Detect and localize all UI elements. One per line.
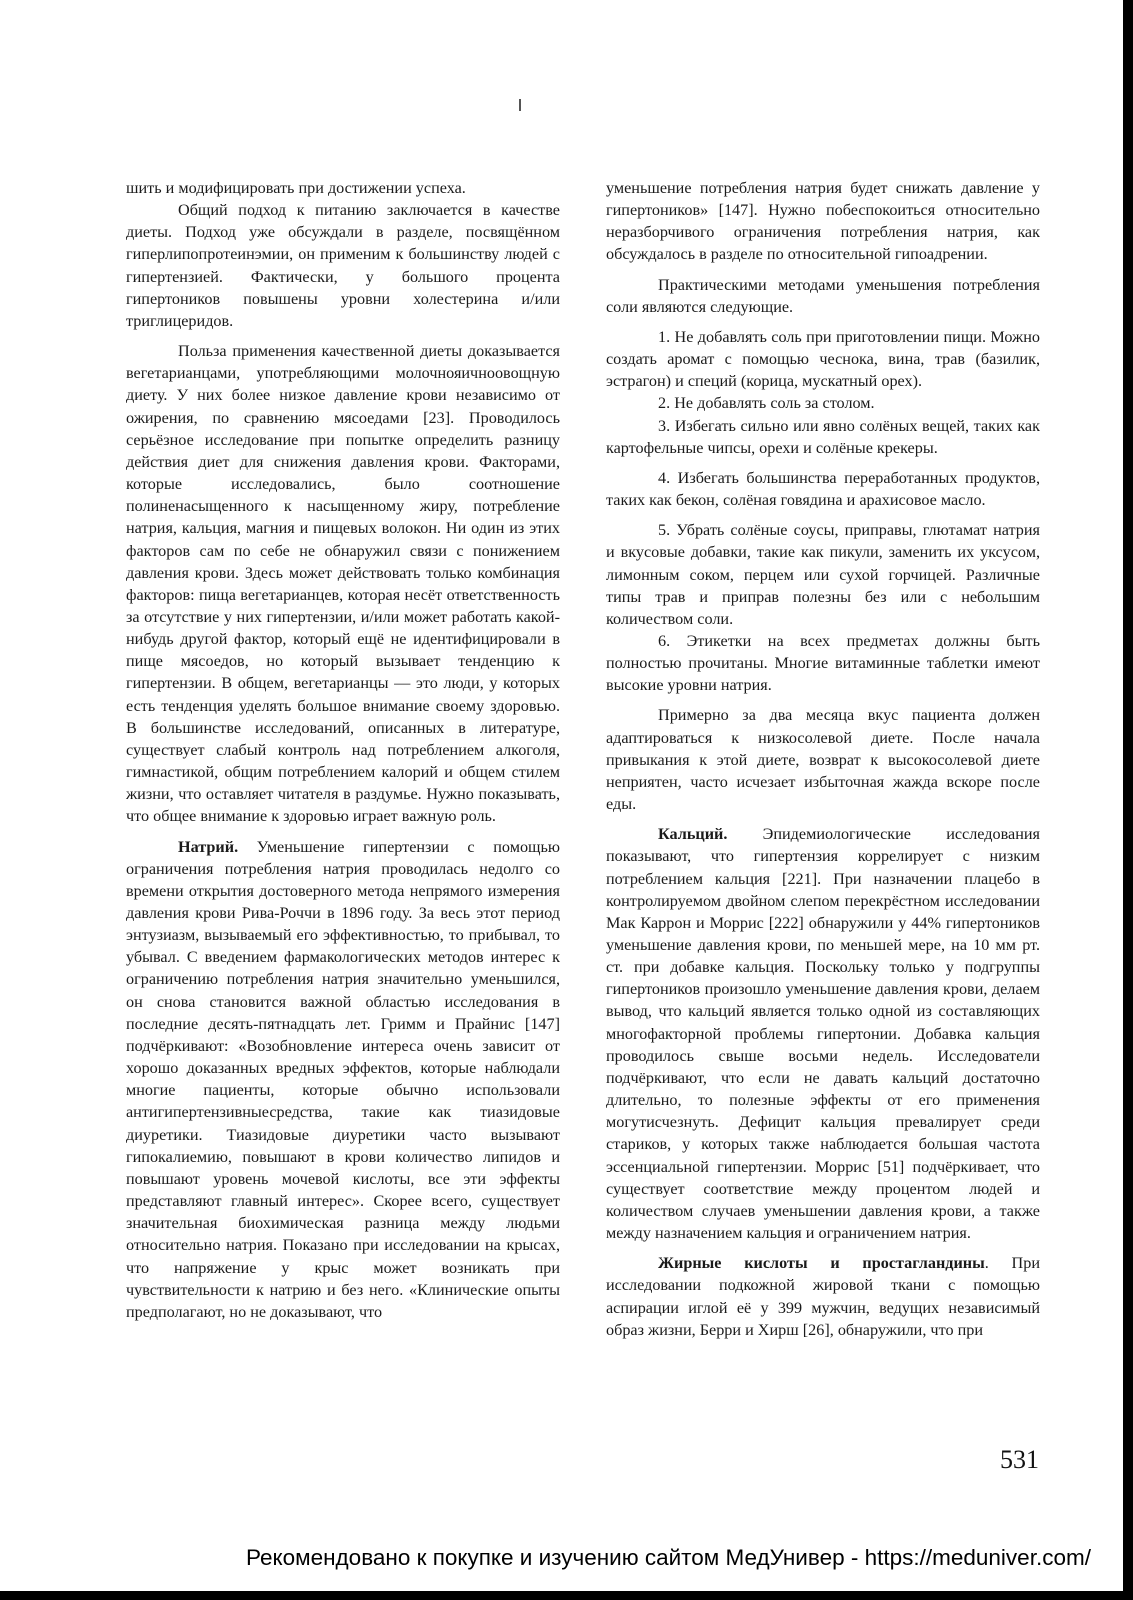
- paragraph: [606, 1252, 1040, 1341]
- scan-speck: [519, 99, 521, 111]
- section-heading: Жирные кислоты и простагландины: [658, 1254, 985, 1273]
- paragraph: Общий подход к питанию заключается в качестве диеты. Подход уже обсуждали в разделе, посвящённом гиперлипопротеинэмии, он применим к большинству людей с гипертензией. Фактически, у большого процента гипертоников повышены уровни холестерина и/или триглицеридов.: [126, 201, 560, 330]
- list-item: 5. Убрать солёные соусы, приправы, глютамат натрия и вкусовые добавки, такие как пикули, заменить их уксусом, лимонным соком, перцем или сухой горчицей. Различные типы трав и приправ полезны без или с небольшим количеством соли.: [606, 521, 1040, 628]
- paragraph-text: Эпидемиологические исследования показывают, что гипертензия коррелирует с низким потреблением кальция [221]. При назначении плацебо в контролируемом двойном слепом перекрёстном исследовании Мак Каррон и Моррис [222] обнаружили у 44% гипертоников уменьшение давления крови, по меньшей мере, на 10 мм рт. ст. при добавке кальция. Поскольку только у подгруппы гипертоников произошло уменьшение давления крови, делаем вывод, что кальций является только одной из составляющих многофакторной проблемы гипертонии. Добавка кальция проводилось свыше восьми недель. Исследователи подчёркивают, что если не давать кальций достаточно длительно, то полезные эффекты от его применения могутисчезнуть. Дефицит кальция превалирует среди стариков, у которых также наблюдается большая частота эссенциальной гипертензии. Моррис [51] подчёркивает, что существует соответствие между процентом людей и количеством случаев уменьшении давления крови, а также между назначением кальция и ограничением натрия.: [606, 825, 1040, 1243]
- section-heading: Кальций.: [658, 825, 728, 844]
- footer-recommendation: Рекомендовано к покупке и изучению сайтом МедУнивер - https://meduniver.com/: [246, 1545, 1091, 1570]
- list-item: 6. Этикетки на всех предметах должны быть полностью прочитаны. Многие витаминные таблетки имеют высокие уровни натрия.: [606, 631, 1040, 695]
- scan-border-right: [1123, 0, 1133, 1600]
- paragraph: [126, 836, 560, 1323]
- paragraph-text: . При исследовании подкожной жировой ткани с помощью аспирации иглой её у 399 мужчин, ведущих независимый образ жизни, Берри и Хирш [26], обнаружили, что при: [606, 1254, 1040, 1339]
- paragraph: Польза применения качественной диеты доказывается вегетарианцами, употребляющими молочнояичноовощную диету. У них более низкое давление крови независимо от ожирения, по сравнению мясоедами [23]. Проводилось серьёзное исследование при попытке определить разницу действия диет для снижения давления крови. Факторами, которые исследовались, было соотношение полиненасыщенного к насыщенному жиру, потребление натрия, кальция, магния и пищевых волокон. Ни один из этих факторов сам по себе не обнаружил связи с понижением давления крови. Здесь может действовать только комбинация факторов: пища вегетарианцев, которая несёт ответственность за отсутствие у них гипертензии, и/или может работать какой-нибудь другой фактор, который ещё не идентифицировали в пище мясоедов, но который вызывает тенденцию к гипертензии. В общем, вегетарианцы — это люди, у которых есть тенденция уделять большое внимание своему здоровью. В большинстве исследований, описанных в литературе, существует слабый контроль над потреблением алкоголя, гимнастикой, общим потреблением калорий и общем стилем жизни, что оставляет читателя в раздумье. Нужно показывать, что общее внимание к здоровью играет важную роль.: [126, 342, 560, 826]
- list-item: 4. Избегать большинства переработанных продуктов, таких как бекон, солёная говядина и арахисовое масло.: [606, 468, 1040, 510]
- paragraph: [606, 823, 1040, 1244]
- list-item: 2. Не добавлять соль за столом.: [658, 394, 875, 413]
- paragraph: Примерно за два месяца вкус пациента должен адаптироваться к низкосолевой диете. После начала привыкания к этой диете, возврат к высокосолевой диете неприятен, часто исчезает избыточная жажда вскоре после еды.: [606, 706, 1040, 814]
- section-heading: Натрий.: [178, 837, 239, 856]
- paragraph-text: Уменьшение гипертензии с помощью ограничения потребления натрия проводилась недолго со времени открытия достоверного метода непрямого измерения давления крови Рива-Роччи в 1896 году. За весь этот период энтузиазм, вызываемый его эффективностью, то прибывал, то убывал. С введением фармакологических методов интерес к ограничению потребления натрия значительно уменьшился, он снова становится важной областью исследования в последние десять-пятнадцать лет. Гримм и Прайнис [147] подчёркивают: «Возобновление интереса очень зависит от хорошо доказанных вредных эффектов, которые наблюдали многие пациенты, которые обычно использовали антигипертензивныесредства, такие как тиазидовые диуретики. Тиазидовые диуретики часто вызывают гипокалиемию, повышают в крови количество липидов и повышают уровень мочевой кислоты, все эти эффекты представляют главный интерес». Скорее всего, существует значительная биохимическая разница между людьми относительно натрия. Показано при исследовании на крысах, что напряжение у крыс может возникать при чувствительности к натрию и без него. «Клинические опыты предполагают, но не доказывают, что: [126, 837, 560, 1321]
- scan-border-bottom: [0, 1591, 1133, 1600]
- list-item: 1. Не добавлять соль при приготовлении пищи. Можно создать аромат с помощью чеснока, вина, трав (базилик, эстрагон) и специй (корица, мускатный орех).: [606, 327, 1040, 391]
- paragraph: уменьшение потребления натрия будет снижать давление у гипертоников» [147]. Нужно побеспокоиться относительно неразборчивого ограничения потребления натрия, как обсуждалось в разделе по относительной гипоадрении.: [606, 179, 1040, 264]
- paragraph: шить и модифицировать при достижении успеха.: [126, 179, 466, 197]
- paragraph: Практическими методами уменьшения потребления соли являются следующие.: [606, 275, 1040, 316]
- left-column: [126, 177, 560, 1323]
- page-number: 531: [1000, 1445, 1039, 1474]
- right-column: [606, 177, 1040, 1341]
- list-item: 3. Избегать сильно или явно солёных вещей, таких как картофельные чипсы, орехи и солёные крекеры.: [606, 416, 1040, 457]
